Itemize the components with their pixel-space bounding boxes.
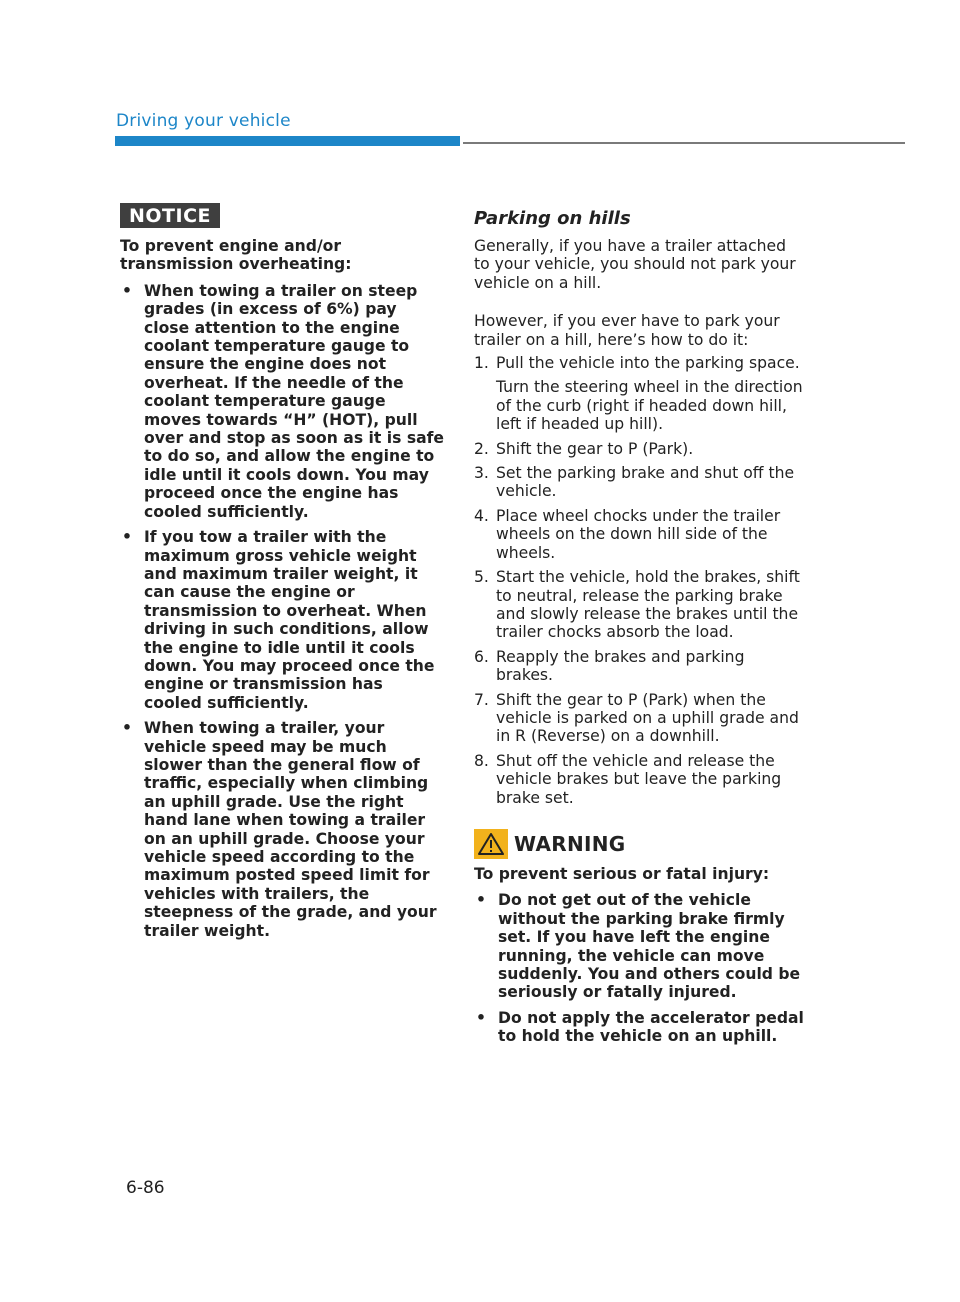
- notice-bullet-text: When towing a trailer, your vehicle speed may be much slower than the general flow of traffic, especially when climbing an uphill grade. Use the right hand lane when towing a trailer on an uphill grade. Choose your vehicle speed according to the maximum posted speed limit for vehicles with trailers, the steepness of the grade, and your trailer weight.: [144, 719, 437, 940]
- parking-paragraph-2: However, if you ever have to park your trailer on a hill, here’s how to do it:: [474, 312, 780, 349]
- notice-bullet-text: If you tow a trailer with the maximum gross vehicle weight and maximum trailer weight, it can cause the engine or transmission to overheat. When driving in such conditions, allow the engine to idle until it cools down. You may proceed once the engine or transmission has cooled sufficiently.: [144, 528, 435, 712]
- warning-title: WARNING: [514, 831, 626, 856]
- step-number: 6.: [474, 647, 489, 666]
- parking-section: [474, 208, 804, 1053]
- notice-bullet-item: [120, 282, 445, 521]
- notice-bullet-text: When towing a trailer on steep grades (in excess of 6%) pay close attention to the engine coolant temperature gauge to ensure the engine does not overheat. If the needle of the coolant temperature gauge moves towards “H” (HOT), pull over and stop as soon as it is safe to do so, and allow the engine to idle until it cools down. You may proceed once the engine has cooled sufficiently.: [144, 281, 444, 521]
- warning-bullet-item: [474, 1009, 804, 1046]
- step-text: Start the vehicle, hold the brakes, shift to neutral, release the parking brake and slowly release the brakes until the trailer chocks absorb the load.: [496, 568, 800, 642]
- step-number: 7.: [474, 690, 489, 709]
- notice-bullet-list: [120, 282, 445, 940]
- section-heading: Parking on hills: [474, 208, 631, 229]
- step-item: [474, 507, 804, 562]
- parking-steps-list: [474, 354, 804, 807]
- warning-header: [474, 829, 804, 859]
- bullet-icon: •: [122, 281, 132, 300]
- step-item: [474, 691, 804, 746]
- step-text: Shut off the vehicle and release the vehicle brakes but leave the parking brake set.: [496, 751, 782, 807]
- notice-badge: NOTICE: [120, 203, 220, 228]
- step-item: [474, 440, 804, 458]
- parking-paragraph-1: Generally, if you have a trailer attached to your vehicle, you should not park your vehicle on a hill.: [474, 237, 796, 292]
- header-accent-rule: [115, 136, 460, 146]
- step-item: [474, 354, 804, 434]
- warning-bullet-item: [474, 891, 804, 1001]
- section-header-title: Driving your vehicle: [116, 111, 291, 131]
- warning-intro: To prevent serious or fatal injury:: [474, 864, 770, 883]
- warning-bullet-text: Do not apply the accelerator pedal to hold the vehicle on an uphill.: [498, 1008, 804, 1046]
- notice-bullet-item: [120, 528, 445, 712]
- notice-block: [120, 203, 445, 947]
- step-text: Reapply the brakes and parking brakes.: [496, 647, 745, 685]
- step-number: 3.: [474, 464, 489, 483]
- bullet-icon: •: [476, 891, 486, 910]
- step-number: 1.: [474, 354, 489, 373]
- notice-intro: To prevent engine and/or transmission overheating:: [120, 237, 352, 274]
- step-number: 2.: [474, 439, 489, 458]
- bullet-icon: •: [122, 528, 132, 547]
- header-divider-rule: [463, 142, 905, 144]
- step-item: [474, 464, 804, 501]
- bullet-icon: •: [476, 1008, 486, 1027]
- step-text: Set the parking brake and shut off the vehicle.: [496, 464, 795, 501]
- step-subtext: Turn the steering wheel in the direction of the curb (right if headed down hill, left if headed up hill).: [496, 378, 803, 434]
- step-text: Shift the gear to P (Park).: [496, 439, 694, 458]
- page-number: 6-86: [126, 1178, 165, 1198]
- bullet-icon: •: [122, 719, 132, 738]
- step-item: [474, 648, 804, 685]
- step-item: [474, 752, 804, 807]
- step-number: 8.: [474, 751, 489, 770]
- step-text: Pull the vehicle into the parking space.: [496, 354, 800, 373]
- step-text: Place wheel chocks under the trailer wheels on the down hill side of the wheels.: [496, 506, 781, 562]
- notice-bullet-item: [120, 719, 445, 940]
- step-number: 4.: [474, 506, 489, 525]
- step-item: [474, 568, 804, 642]
- step-number: 5.: [474, 568, 489, 587]
- warning-bullet-list: [474, 891, 804, 1045]
- warning-bullet-text: Do not get out of the vehicle without the parking brake firmly set. If you have left the engine running, the vehicle can move suddenly. You and others could be seriously or fatally injured.: [498, 891, 801, 1002]
- step-text: Shift the gear to P (Park) when the vehicle is parked on a uphill grade and in R (Reverse) on a downhill.: [496, 690, 799, 746]
- warning-triangle-icon: [474, 829, 508, 859]
